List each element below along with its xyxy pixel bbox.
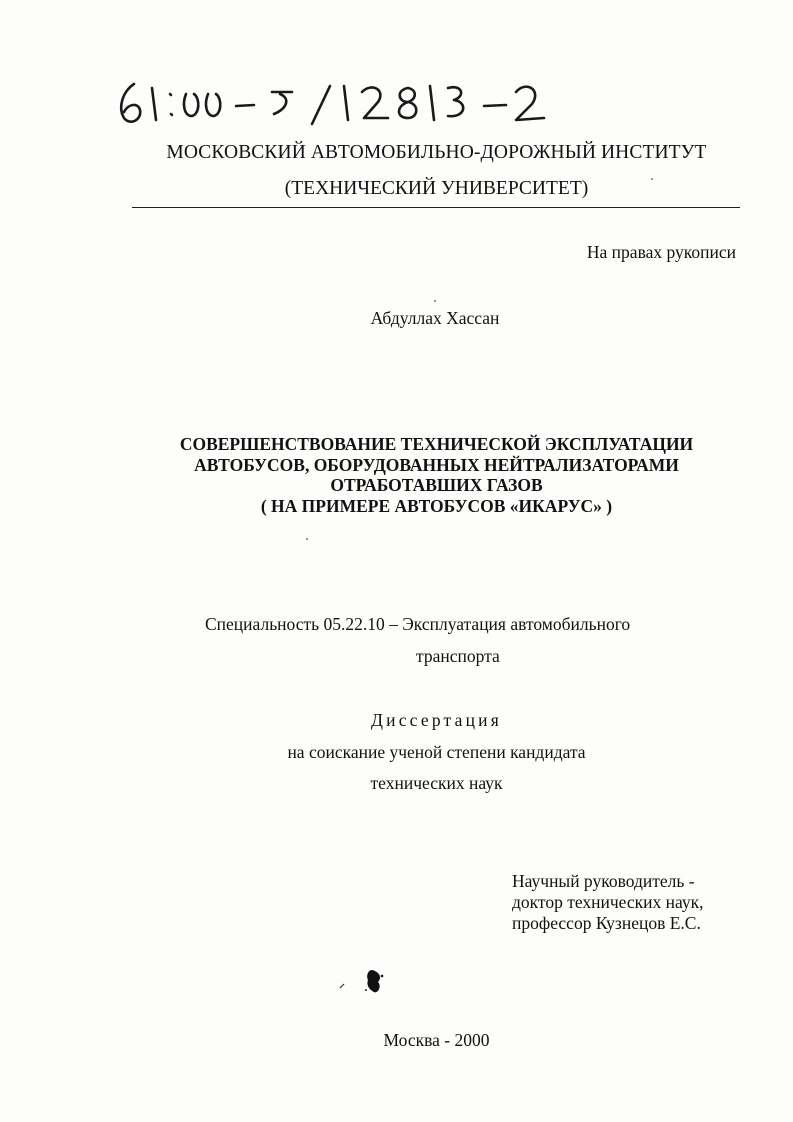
ink-blot-drawing	[336, 966, 388, 996]
institute-name: МОСКОВСКИЙ АВТОМОБИЛЬНО-ДОРОЖНЫЙ ИНСТИТУТ	[166, 142, 707, 163]
title-line: АВТОБУСОВ, ОБОРУДОВАННЫХ НЕЙТРАЛИЗАТОРАМИ	[194, 454, 679, 475]
handwritten-number-drawing	[112, 70, 552, 130]
dissertation-title	[0, 434, 793, 516]
author-name: Абдуллах Хассан	[370, 308, 500, 328]
scan-speck	[651, 178, 653, 180]
degree-line-2: технических наук	[370, 773, 503, 793]
specialty-line-2: транспорта	[416, 646, 500, 666]
scan-speck	[434, 300, 436, 302]
degree-line-1: на соискание ученой степени кандидата	[287, 742, 586, 762]
specialty-line-1: Специальность 05.22.10 – Эксплуатация автомобильного	[205, 614, 631, 634]
title-line: СОВЕРШЕНСТВОВАНИЕ ТЕХНИЧЕСКОЙ ЭКСПЛУАТАЦИИ	[179, 434, 694, 454]
supervisor-line: доктор технических наук,	[512, 892, 704, 912]
title-line: ( НА ПРИМЕРЕ АВТОБУСОВ «ИКАРУС» )	[260, 495, 613, 516]
supervisor-line: профессор Кузнецов Е.С.	[512, 913, 701, 933]
title-line: ОТРАБОТАВШИХ ГАЗОВ	[330, 475, 543, 495]
university-subtitle: (ТЕХНИЧЕСКИЙ УНИВЕРСИТЕТ)	[284, 178, 589, 199]
scan-speck	[306, 538, 308, 540]
dissertation-label: Диссертация	[371, 710, 502, 730]
handwritten-archive-number	[112, 70, 552, 130]
ink-blot-mark	[336, 966, 388, 996]
supervisor-line: Научный руководитель -	[512, 871, 695, 891]
header-divider	[132, 207, 740, 208]
rights-note: На правах рукописи	[586, 242, 736, 262]
city-year: Москва - 2000	[383, 1030, 490, 1050]
supervisor-block	[512, 871, 704, 934]
